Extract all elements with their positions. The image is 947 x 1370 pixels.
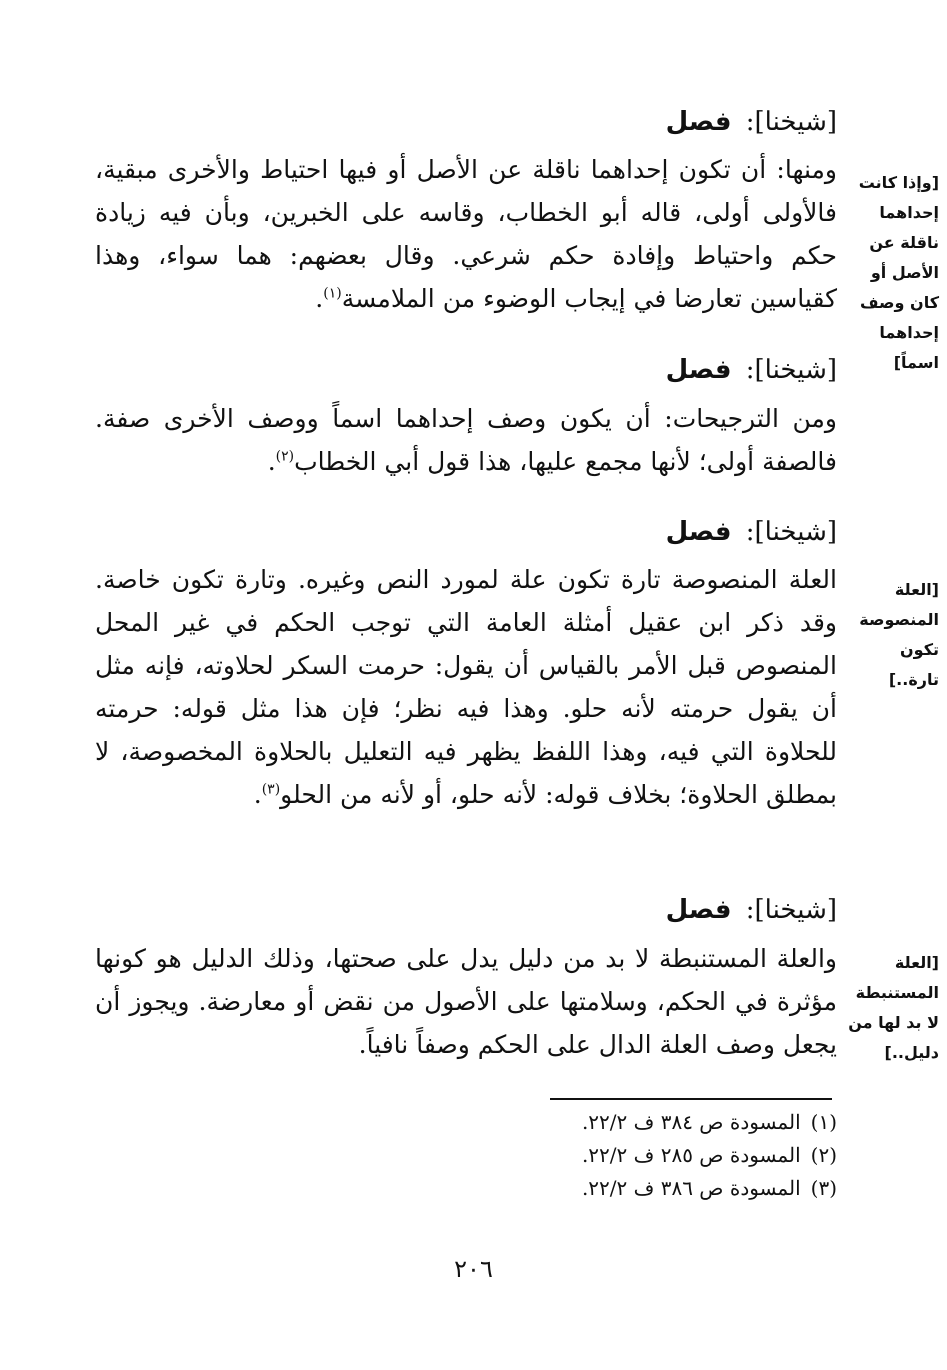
footnote-number: (٢) — [810, 1143, 837, 1167]
footnote-ref: (٢) — [275, 448, 295, 465]
paragraph — [95, 937, 837, 1066]
heading-fasl: فصل — [665, 895, 732, 925]
footnote-ref: (١) — [323, 285, 342, 302]
margin-note: [وإذا كانت إحداهما ناقلة عن الأصل أو كان وصف إحداهما اسماً] — [858, 173, 939, 372]
section-heading — [97, 893, 837, 927]
paragraph-text: والعلة المستنبطة لا بد من دليل يدل على صحتها، وذلك الدليل هو كونها مؤثرة في الحكم، وسلامتها على الأصول من نقض أو معارضة. ويجوز أن يجعل وصف العلة الدال على الحكم وصفاً نافياً. — [95, 944, 837, 1059]
footnotes — [497, 1106, 837, 1205]
section-heading — [97, 515, 837, 549]
paragraph-text: ومن الترجيحات: أن يكون وصف إحداهما اسماً ووصف الأخرى صفة. فالصفة أولى؛ لأنها مجمع عليها، هذا قول أبي الخطاب — [95, 404, 837, 476]
heading-label: [شيخنا]: — [745, 107, 837, 137]
heading-label: [شيخنا]: — [745, 895, 837, 925]
heading-fasl: فصل — [665, 107, 732, 137]
footnote — [497, 1172, 837, 1205]
heading-label: [شيخنا]: — [745, 355, 837, 385]
footnote — [497, 1139, 837, 1172]
paragraph-text: ومنها: أن تكون إحداهما ناقلة عن الأصل أو فيها احتياط والأخرى مبقية، فالأولى أولى، قاله أبو الخطاب، وقاسه على الخبرين، وبأن فيه زيادة حكم واحتياط وإفادة حكم شرعي. وقال بعضهم: هما سواء، وهذا كقياسين تعارضا في إيجاب الوضوء من الملامسة — [95, 155, 837, 313]
page-number: ٢٠٦ — [454, 1255, 493, 1283]
footnote — [497, 1106, 837, 1139]
footnote-number: (٣) — [810, 1176, 837, 1200]
margin-note: [العلة المستنبطة لا بد لها من دليل..] — [848, 953, 939, 1062]
margin-note: [العلة المنصوصة تكون تارة..] — [859, 580, 939, 689]
heading-label: [شيخنا]: — [745, 517, 837, 547]
paragraph-end: . — [315, 284, 324, 313]
paragraph — [95, 148, 837, 320]
footnote-text: المسودة ص ٢٨٥ ف ٢٢/٢. — [581, 1143, 801, 1167]
footnote-number: (١) — [810, 1110, 837, 1134]
heading-fasl: فصل — [665, 355, 732, 385]
footnote-text: المسودة ص ٣٨٦ ف ٢٢/٢. — [581, 1176, 801, 1200]
paragraph-end: . — [253, 780, 262, 809]
paragraph — [95, 558, 837, 816]
section-heading — [97, 105, 837, 139]
heading-fasl: فصل — [665, 517, 732, 547]
paragraph — [95, 397, 837, 483]
section-heading — [97, 353, 837, 387]
footnote-ref: (٣) — [261, 781, 281, 798]
paragraph-end: . — [267, 447, 276, 476]
footnote-separator — [550, 1098, 832, 1100]
footnote-text: المسودة ص ٣٨٤ ف ٢٢/٢. — [581, 1110, 801, 1134]
paragraph-text: العلة المنصوصة تارة تكون علة لمورد النص وغيره. وتارة تكون خاصة. وقد ذكر ابن عقيل أمثلة العامة التي توجب الحكم في غير المحل المنصوص قبل الأمر بالقياس أن يقول: حرمت السكر لحلاوته، فإنه مثل أن يقول حرمته لأنه حلو. وهذا فيه نظر؛ فإن هذا مثل قوله: حرمته للحلاوة التي فيه، وهذا اللفظ يظهر فيه التعليل بالحلاوة المخصوصة، لا بمطلق الحلاوة؛ بخلاف قوله: لأنه حلو، أو لأنه من الحلو — [95, 565, 838, 809]
